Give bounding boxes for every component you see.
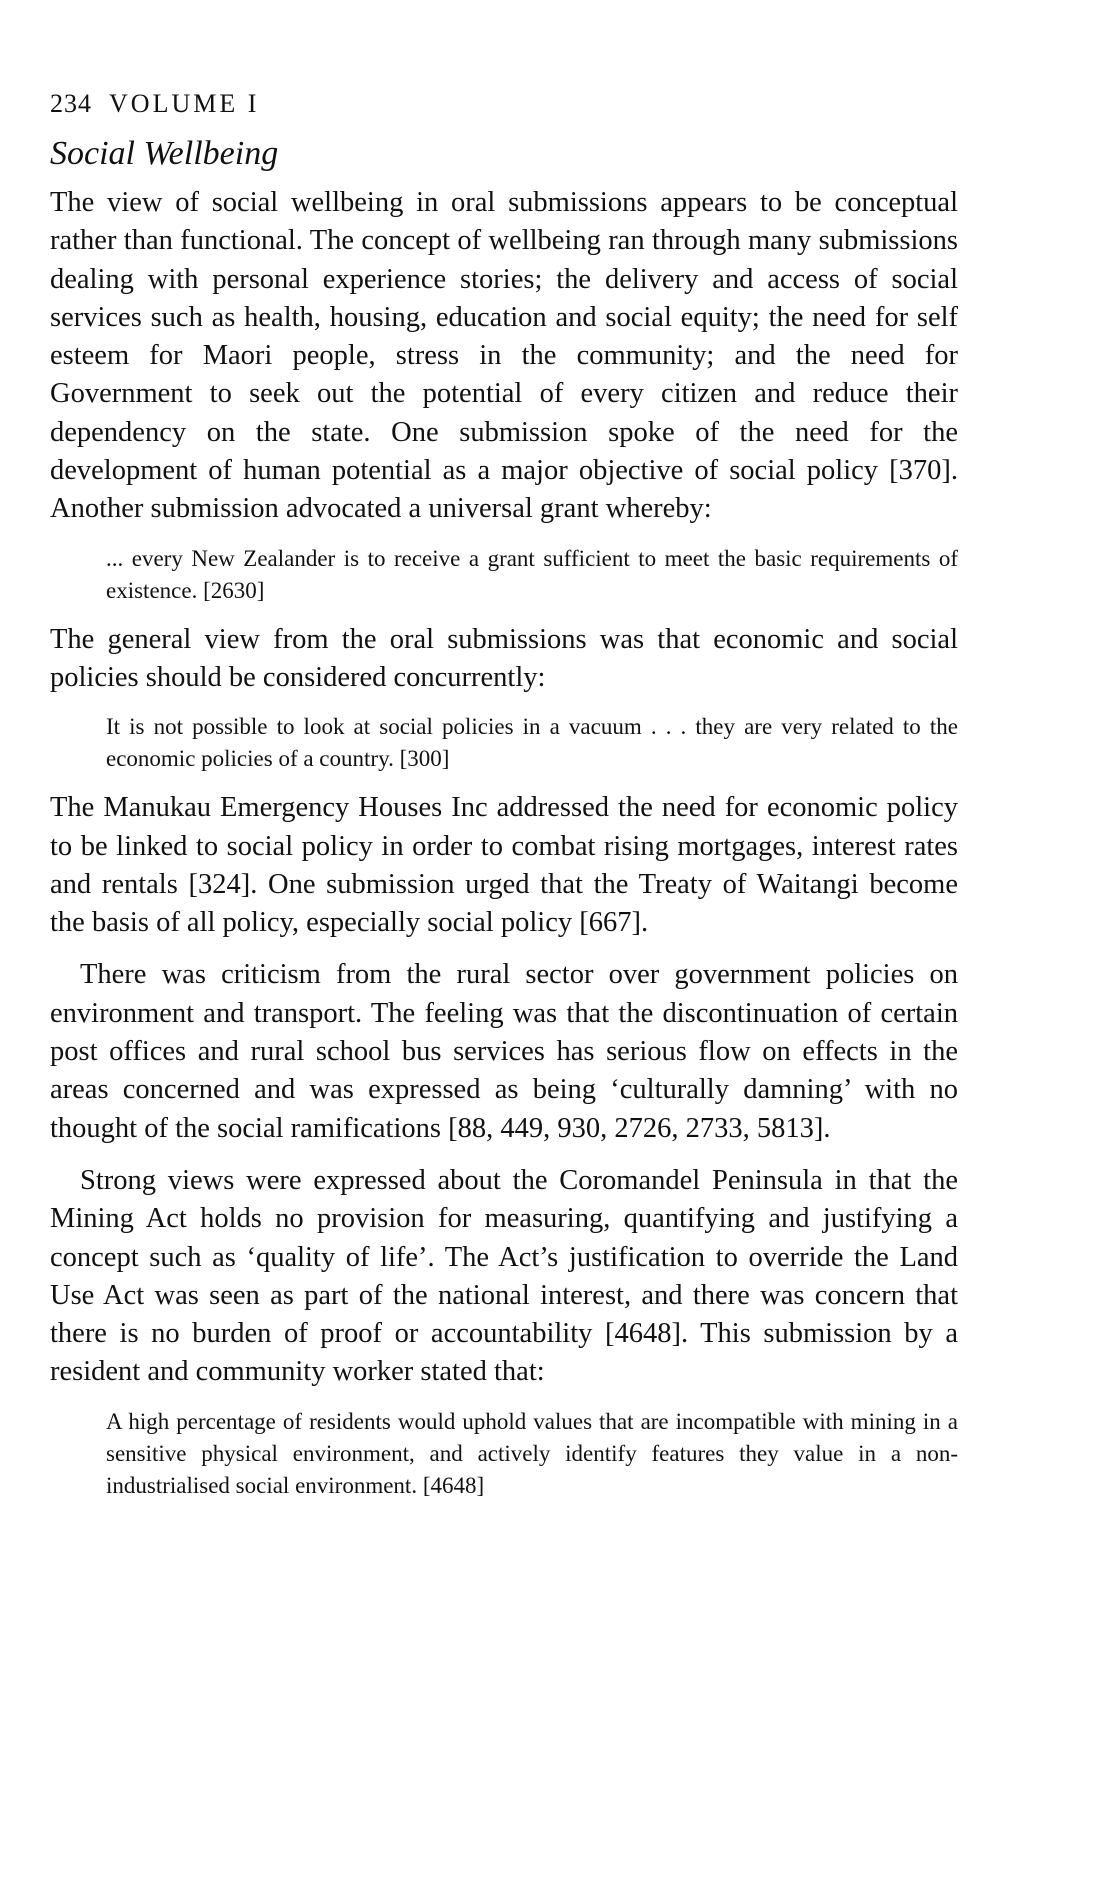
paragraph-3: The Manukau Emergency Houses Inc addressed the need for economic policy to be linked to social policy in order to combat rising mortgages, interest rates and rentals [324]. One submission urged that the Treaty of Waitangi become the basis of all policy, especially social policy [667]. [50,792,958,939]
section-title: Social Wellbeing [50,135,279,172]
paragraph-2: The general view from the oral submissions was that economic and social policies should be considered concurrently: [50,623,958,693]
block-quote-3: A high percentage of residents would uphold values that are incompatible with mining in a sensitive physical environment, and actively identify features they value in a non-industrialised social environment. [4648] [106,1408,958,1498]
running-header [50,88,958,120]
page-number: 234 [50,89,92,118]
block-quote-2: It is not possible to look at social policies in a vacuum . . . they are very related to the economic policies of a country. [300] [106,714,958,772]
document-page [50,88,958,1516]
paragraph-1: The view of social wellbeing in oral submissions appears to be conceptual rather than functional. The concept of wellbeing ran through many submissions dealing with personal experience stories; the delivery and access of social services such as health, housing, education and social equity; the need for self esteem for Maori people, stress in the community; and the need for Government to seek out the potential of every citizen and reduce their dependency on the state. One submission spoke of the need for the development of human potential as a major objective of social policy [370]. Another submission advocated a universal grant whereby: [50,187,958,525]
block-quote-1: ... every New Zealander is to receive a grant sufficient to meet the basic requirements of existence. [2630] [106,545,958,603]
paragraph-5: Strong views were expressed about the Coromandel Peninsula in that the Mining Act holds no provision for measuring, quantifying and justifying a concept such as ‘quality of life’. The Act’s justification to override the Land Use Act was seen as part of the national interest, and there was concern that there is no burden of proof or accountability [4648]. This submission by a resident and community worker stated that: [50,1164,958,1388]
volume-label: VOLUME I [109,89,260,118]
paragraph-4: There was criticism from the rural sector over government policies on environment and transport. The feeling was that the discontinuation of certain post offices and rural school bus services has serious flow on effects in the areas concerned and was expressed as being ‘culturally damning’ with no thought of the social ramifications [88, 449, 930, 2726, 2733, 5813]. [50,959,958,1144]
